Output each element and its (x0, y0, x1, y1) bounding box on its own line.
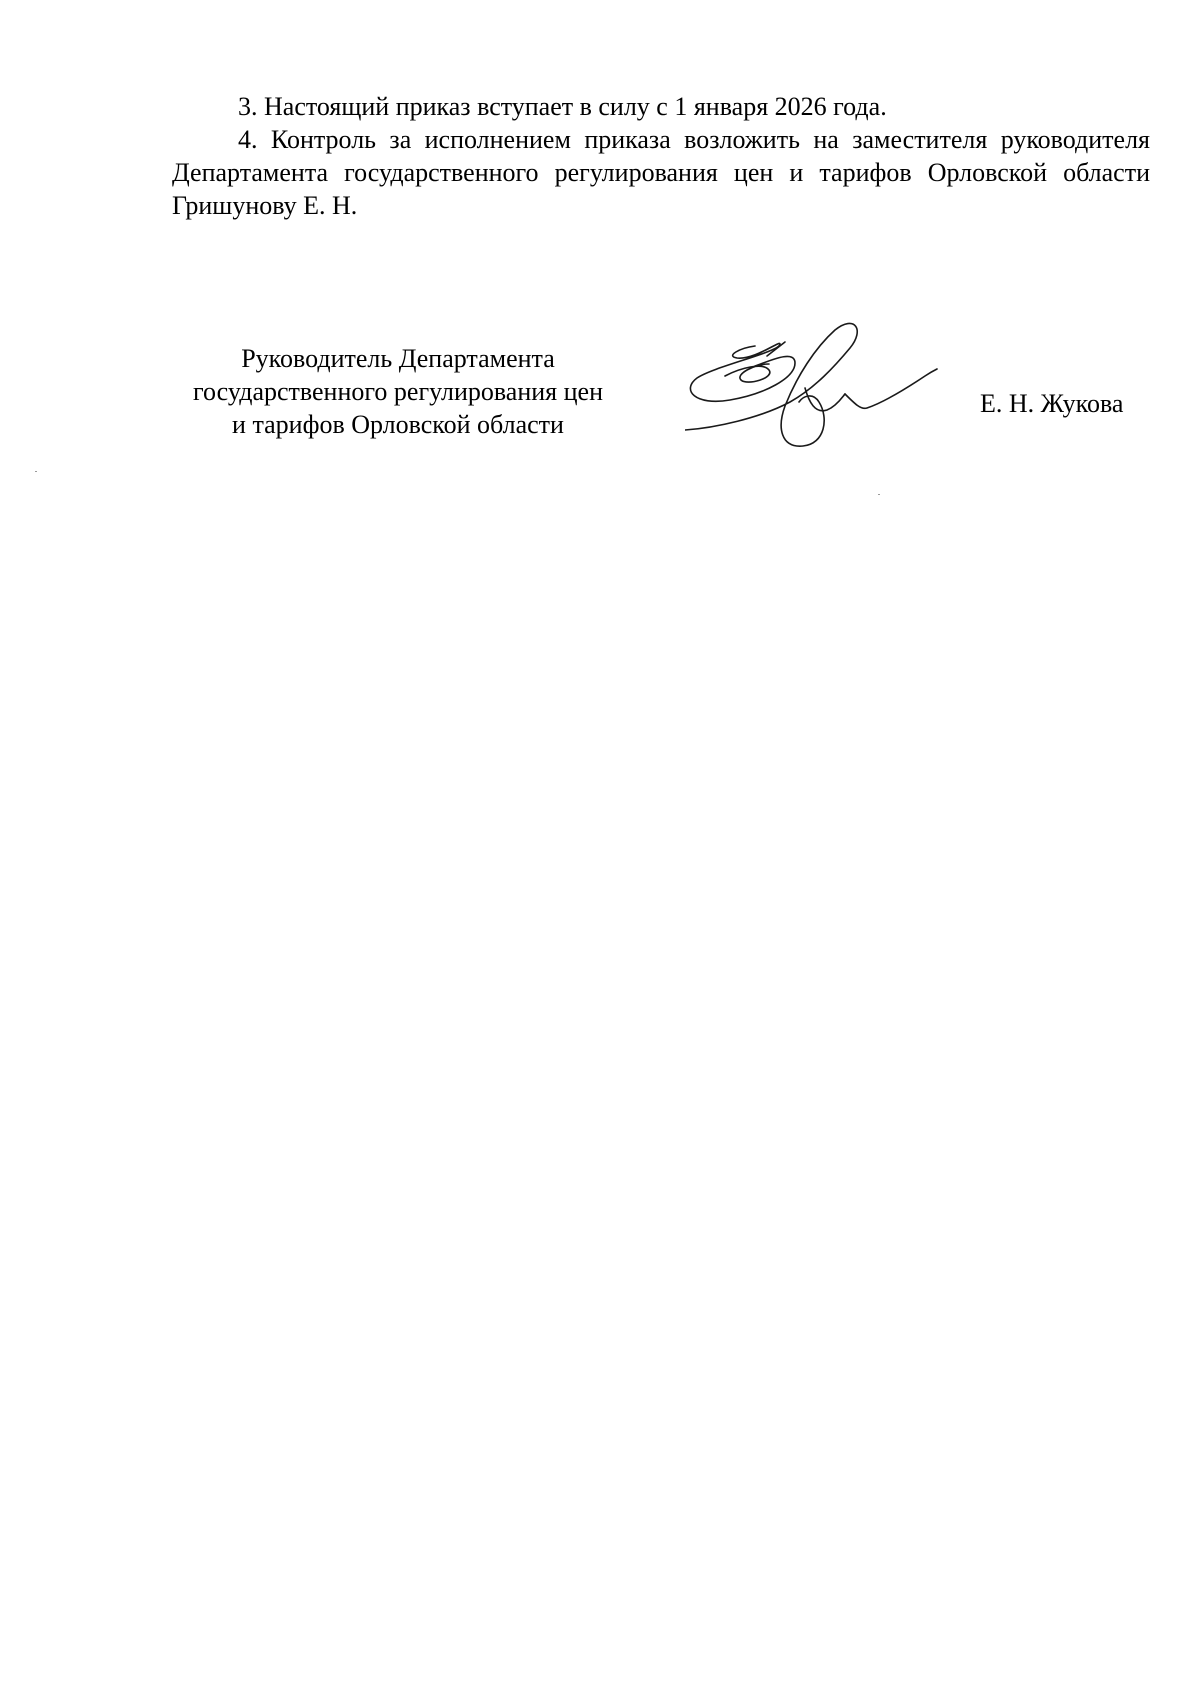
handwritten-signature (685, 318, 945, 463)
position-line-2: государственного регулирования цен (193, 377, 603, 406)
signatory-position (148, 342, 648, 441)
position-line-3: и тарифов Орловской области (232, 410, 564, 439)
paragraph-4: 4. Контроль за исполнением приказа возложить на заместителя руководителя Департамента государственного регулирования цен и тарифов Орловской области Гришунову Е. Н. (172, 125, 1150, 220)
paragraph-3: 3. Настоящий приказ вступает в силу с 1 января 2026 года. (238, 92, 887, 121)
signer-name: Е. Н. Жукова (980, 389, 1124, 418)
position-line-1: Руководитель Департамента (241, 344, 555, 373)
scan-speck (35, 471, 37, 472)
scan-speck (878, 494, 880, 495)
order-body (172, 90, 1150, 222)
